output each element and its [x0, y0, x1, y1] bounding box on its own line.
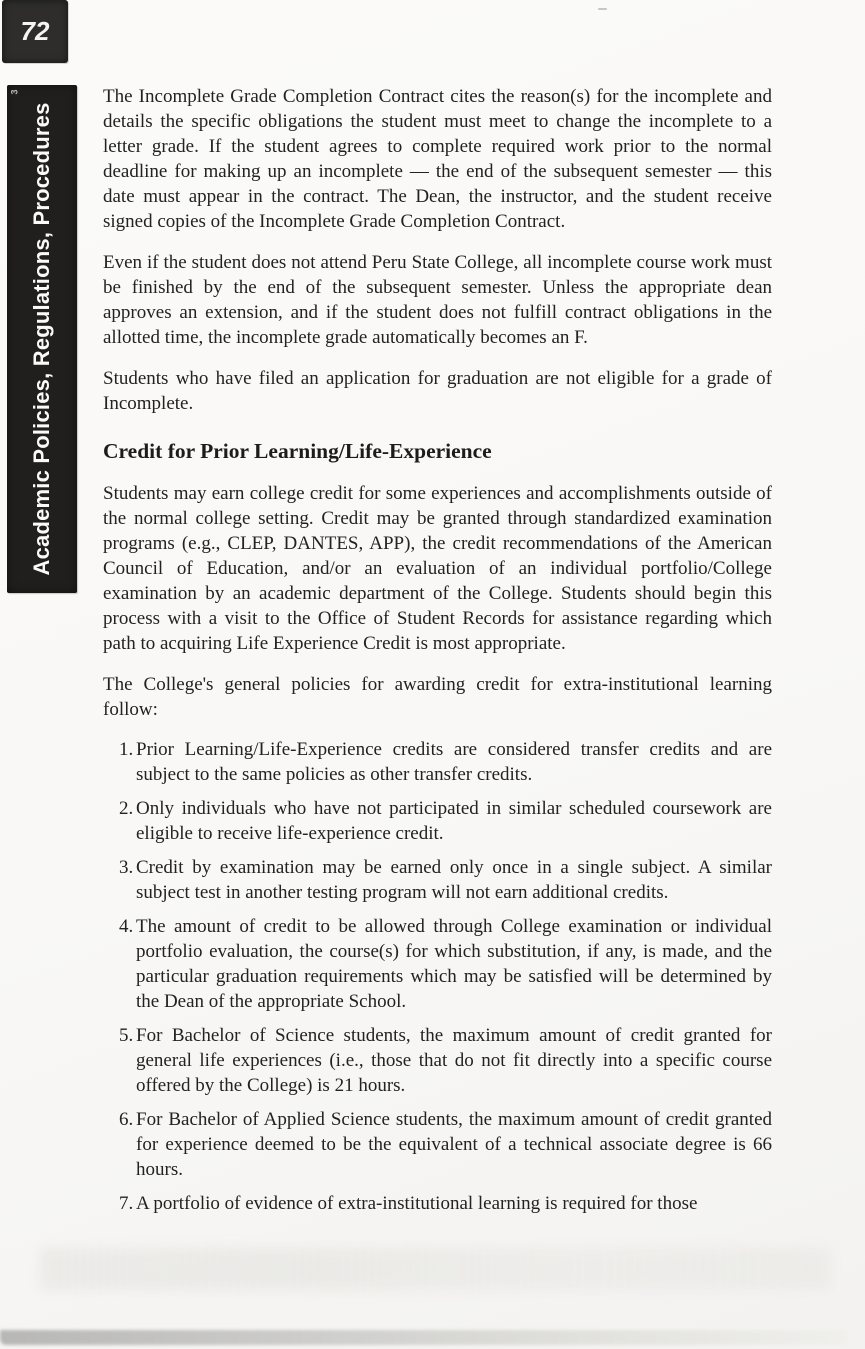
policy-item-text: Only individuals who have not participated in similar scheduled coursework are eligible to receive life-experience credit. [136, 798, 772, 844]
policy-item-number: 1. [119, 739, 134, 760]
section-tab-mark: 3 [9, 89, 20, 95]
policy-item-2 [103, 796, 772, 846]
page-content [103, 84, 772, 1225]
section-tab [7, 85, 77, 593]
policy-item-7 [103, 1191, 772, 1216]
policy-item-text: The amount of credit to be allowed through College examination or individual portfolio evaluation, the course(s) for which substitution, if any, is made, and the particular graduation requirements which may be satisfied will be determined by the Dean of the appropriate School. [136, 916, 772, 1012]
policy-item-number: 7. [119, 1193, 134, 1214]
page-number: 72 [20, 16, 50, 46]
policy-item-1 [103, 737, 772, 787]
policy-list [103, 737, 772, 1216]
paragraph-incomplete-contract: The Incomplete Grade Completion Contract cites the reason(s) for the incomplete and details the specific obligations the student must meet to change the incomplete to a letter grade. If the student agrees to complete required work prior to the normal deadline for making up an incomplete — the end of the subsequent semester — this date must appear in the contract. The Dean, the instructor, and the student receive signed copies of the Incomplete Grade Completion Contract. [103, 86, 772, 232]
policy-item-text: A portfolio of evidence of extra-institutional learning is required for those [136, 1193, 698, 1214]
paragraph-policies-intro: The College's general policies for awarding credit for extra-institutional learning follow: [103, 674, 772, 720]
section-tab-label: Academic Policies, Regulations, Procedures [29, 102, 54, 576]
scan-artifact-smudge [40, 1248, 830, 1290]
policy-item-text: For Bachelor of Science students, the maximum amount of credit granted for general life experiences (i.e., those that do not fit directly into a specific course offered by the College) is 21 hours. [136, 1025, 772, 1096]
scan-artifact-speck [598, 8, 607, 10]
paragraph-credit-overview: Students may earn college credit for some experiences and accomplishments outside of the normal college setting. Credit may be granted through standardized examination programs (e.g., CLEP, DANTES, APP), the credit recommendations of the American Council of Education, and/or an evaluation of an individual portfolio/College examination by an academic department of the College. Students should begin this process with a visit to the Office of Student Records for assistance regarding which path to acquiring Life Experience Credit is most appropriate. [103, 483, 772, 654]
policy-item-text: For Bachelor of Applied Science students, the maximum amount of credit granted for experience deemed to be the equivalent of a technical associate degree is 66 hours. [136, 1109, 772, 1180]
policy-item-5 [103, 1023, 772, 1098]
policy-item-number: 5. [119, 1025, 134, 1046]
policy-item-text: Prior Learning/Life-Experience credits are considered transfer credits and are subject to the same policies as other transfer credits. [136, 739, 772, 785]
policy-item-text: Credit by examination may be earned only once in a single subject. A similar subject test in another testing program will not earn additional credits. [136, 857, 772, 903]
policy-item-number: 2. [119, 798, 134, 819]
page-number-badge [2, 0, 68, 63]
scan-artifact-page-edge [0, 1330, 848, 1345]
section-heading: Credit for Prior Learning/Life-Experience [103, 439, 492, 463]
policy-item-number: 6. [119, 1109, 134, 1130]
policy-item-3 [103, 855, 772, 905]
policy-item-6 [103, 1107, 772, 1182]
paragraph-incomplete-deadline: Even if the student does not attend Peru State College, all incomplete course work must be finished by the end of the subsequent semester. Unless the appropriate dean approves an extension, and if the student does not fulfill contract obligations in the allotted time, the incomplete grade automatically becomes an F. [103, 252, 772, 348]
policy-item-4 [103, 914, 772, 1014]
paragraph-graduation-application: Students who have filed an application for graduation are not eligible for a grade of Incomplete. [103, 368, 772, 414]
policy-item-number: 3. [119, 857, 134, 878]
policy-item-number: 4. [119, 916, 134, 937]
